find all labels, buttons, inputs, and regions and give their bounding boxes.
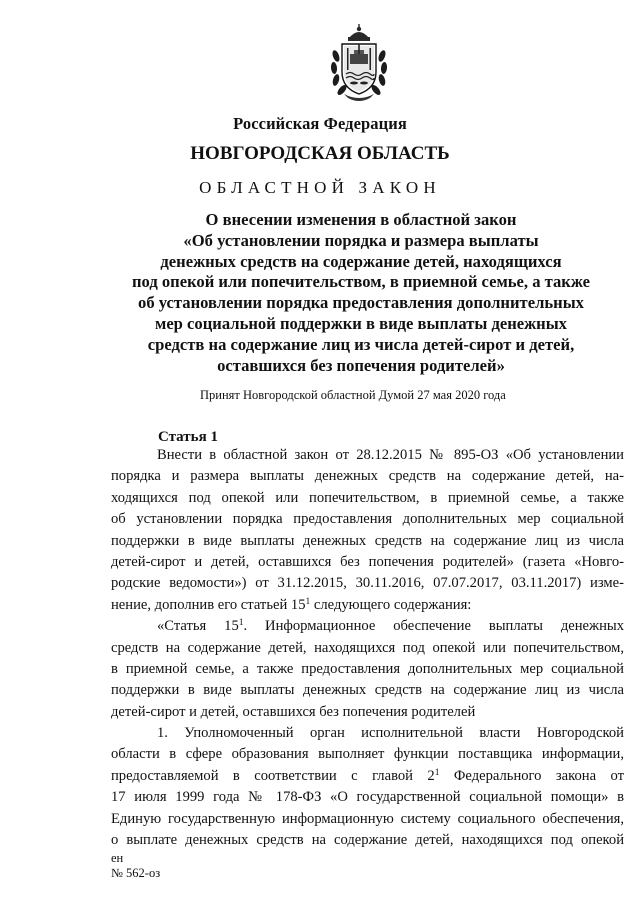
title-line: об установлении порядка предоставления дополнительных — [138, 293, 584, 313]
text-line: детей-сирот и детей, оставшихся без попечения родителей» (газета «Новго- — [111, 553, 624, 570]
text-line: Единую государственную информационную систему социального обеспечения, — [111, 810, 624, 827]
footer-number: № 562-оз — [111, 866, 161, 880]
text-line: предоставляемой в соответствии с главой $2^1$ Федерального закона от — [111, 767, 624, 784]
law-type: ОБЛАСТНОЙ ЗАКОН — [199, 178, 441, 197]
text-line: детей-сирот и детей, оставшихся без попечения родителей — [111, 703, 476, 720]
text-line: 17 июля 1999 года № 178-ФЗ «О государственной социальной помощи» в — [111, 789, 624, 806]
text-line: поддержки в виде выплаты денежных средств на содержание лиц из числа — [111, 532, 624, 549]
text-line: «Статья $15^1$. Информационное обеспечение выплаты денежных — [157, 618, 625, 635]
text-line: нение, дополнив его статьей $15^1$ следующего содержания: — [111, 596, 472, 613]
coat-of-arms-emblem — [330, 24, 388, 102]
title-line: средств на содержание лиц из числа детей-сирот и детей, — [147, 334, 575, 354]
text-line: родские ведомости») от 31.12.2015, 30.11.2016, 07.07.2017, 03.11.2017) изме- — [111, 575, 624, 592]
text-line: о выплате денежных средств на содержание детей, находящихся под опекой — [111, 832, 624, 849]
text-line: порядка и размера выплаты денежных средств на содержание детей, на- — [111, 468, 624, 485]
title-line: денежных средств на содержание детей, находящихся — [160, 251, 562, 271]
adoption-note: Принят Новгородской областной Думой 27 мая 2020 года — [200, 388, 506, 402]
article-heading: Статья 1 — [158, 429, 218, 445]
title-line: мер социальной поддержки в виде выплаты денежных — [155, 313, 567, 333]
text-line: ходящихся под опекой или попечительством, в приемной семье, а также — [111, 489, 624, 506]
text-line: 1. Уполномоченный орган исполнительной власти Новгородской — [157, 725, 624, 742]
text-line: об установлении порядка предоставления дополнительных мер социальной — [111, 511, 624, 528]
article-body — [111, 445, 624, 851]
title-line: О внесении изменения в областной закон — [205, 210, 517, 229]
footer-note — [111, 851, 160, 881]
text-line: Внести в областной закон от 28.12.2015 № 895-ОЗ «Об установлении — [157, 447, 624, 463]
region-name: НОВГОРОДСКАЯ ОБЛАСТЬ — [190, 143, 450, 164]
text-line: области в сфере образования выполняет функции поставщика информации, — [111, 746, 624, 763]
title-line: под опекой или попечительством, в приемной семье, а также — [131, 272, 591, 292]
footer-initials: ен — [111, 851, 124, 865]
text-line: в приемной семье, а также предоставления дополнительных мер социальной — [111, 660, 624, 677]
law-title — [96, 210, 626, 376]
title-line: оставшихся без попечения родителей» — [217, 355, 505, 375]
text-line: средств на содержание детей, находящихся под опекой или попечительством, — [111, 639, 624, 656]
federation-name: Российская Федерация — [233, 114, 407, 133]
title-line: «Об установлении порядка и размера выплаты — [183, 230, 539, 250]
text-line: поддержки в виде выплаты денежных средств на содержание лиц из числа — [111, 682, 624, 699]
